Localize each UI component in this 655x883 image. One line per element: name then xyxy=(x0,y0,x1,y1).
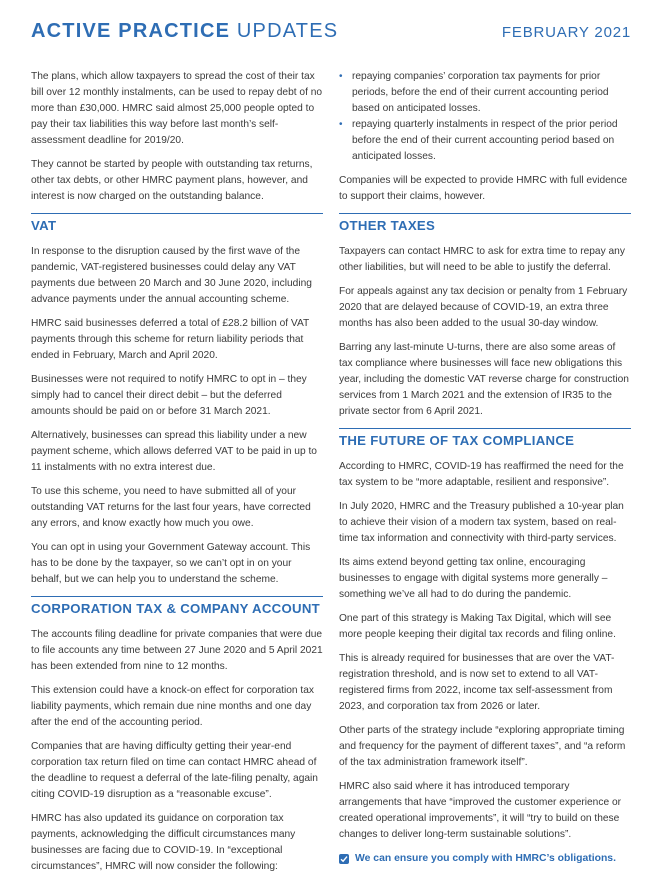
vat-paragraph: In response to the disruption caused by the first wave of the pandemic, VAT-registered businesses could delay any VAT payments due between 20 March and 30 June 2020, including advance payments under the annual accounting scheme. xyxy=(31,246,312,305)
corp-paragraph: Companies that are having difficulty getting their year-end corporation tax return filed on time can contact HMRC ahead of the deadline to request a deferral of the late-filing penalty, again citing COVID-19 disruption as a “reasonable excuse”. xyxy=(31,741,318,800)
list-item xyxy=(339,117,631,165)
evidence-paragraph: Companies will be expected to provide HMRC with full evidence to support their claims, however. xyxy=(339,175,628,202)
right-column xyxy=(339,69,631,867)
future-paragraph: Other parts of the strategy include “exploring appropriate timing and frequency for the payment of different taxes”, and “a reform of the tax administration framework itself”. xyxy=(339,725,626,768)
other-paragraph: Taxpayers can contact HMRC to ask for extra time to repay any other liabilities, but will need to be able to justify the deferral. xyxy=(339,246,625,273)
issue-date: FEBRUARY 2021 xyxy=(501,24,631,41)
other-paragraph: For appeals against any tax decision or penalty from 1 February 2020 that are delayed because of COVID-19, an extra three months has also been added to the usual 30-day window. xyxy=(339,286,628,329)
future-paragraph: According to HMRC, COVID-19 has reaffirmed the need for the tax system to be “more adaptable, resilient and responsive”. xyxy=(339,461,624,488)
future-paragraph: One part of this strategy is Making Tax Digital, which will see more people keeping their digital tax records and filing online. xyxy=(339,613,616,640)
corp-paragraph: This extension could have a knock-on effect for corporation tax liability payments, which remain due nine months and one day after the end of the accounting period. xyxy=(31,685,314,728)
callout-text: We can ensure you comply with HMRC’s obligations. xyxy=(355,853,616,864)
section-heading-future-compliance: THE FUTURE OF TAX COMPLIANCE xyxy=(339,428,631,450)
page-header xyxy=(31,20,631,52)
section-heading-corporation-tax: CORPORATION TAX & COMPANY ACCOUNT xyxy=(31,596,323,618)
title-bold: ACTIVE PRACTICE xyxy=(31,20,231,42)
future-paragraph: Its aims extend beyond getting tax online, encouraging businesses to engage with digital systems more generally – something we’ve all had to do during the pandemic. xyxy=(339,557,608,600)
vat-paragraph: Alternatively, businesses can spread this liability under a new payment scheme, which allows deferred VAT to be paid in up to 11 instalments with no extra interest due. xyxy=(31,430,317,473)
list-item xyxy=(339,69,631,117)
exceptional-circumstances-list xyxy=(339,69,631,165)
intro-paragraph: They cannot be started by people with outstanding tax returns, other tax debts, or other HMRC payment plans, however, and interest is now charged on the outstanding balance. xyxy=(31,159,313,202)
corp-paragraph: The accounts filing deadline for private companies that were due to file accounts any time between 27 June 2020 and 5 April 2021 has been extended from nine to 12 months. xyxy=(31,629,323,672)
bullet-dot-icon: • xyxy=(339,71,343,82)
vat-paragraph: You can opt in using your Government Gateway account. This has to be done by the taxpayer, so we can’t opt in on your behalf, but we can help you to understand the scheme. xyxy=(31,542,311,585)
vat-paragraph: HMRC said businesses deferred a total of £28.2 billion of VAT payments through this scheme for return liability periods that ended in February, March and April 2020. xyxy=(31,318,310,361)
left-column xyxy=(31,69,323,883)
vat-paragraph: To use this scheme, you need to have submitted all of your outstanding VAT returns for the last four years, have corrected any errors, and know exactly how much you owe. xyxy=(31,486,311,529)
intro-paragraph: The plans, which allow taxpayers to spread the cost of their tax bill over 12 monthly instalments, can be used to repay debt of no more than £30,000. HMRC said almost 25,000 people opted to pay their tax liabilities this way before last month’s self-assessment deadline for 2019/20. xyxy=(31,71,323,146)
list-item-text: repaying quarterly instalments in respect of the prior period before the end of their current accounting period based on anticipated losses. xyxy=(352,119,618,162)
section-heading-vat: VAT xyxy=(31,213,323,235)
list-item-text: repaying companies’ corporation tax payments for prior periods, before the end of their current accounting period based on anticipated losses. xyxy=(352,71,609,114)
bullet-dot-icon: • xyxy=(339,119,343,130)
future-paragraph: HMRC also said where it has introduced temporary arrangements that have “improved the customer experience or created operational improvements”, it will “try to build on these changes to deliver long-term sustainable solutions”. xyxy=(339,781,621,840)
checkbox-icon xyxy=(339,854,349,864)
vat-paragraph: Businesses were not required to notify HMRC to opt in – they simply had to cancel their direct debit – but the deferred amounts should be paid on or before 31 March 2021. xyxy=(31,374,307,417)
future-paragraph: This is already required for businesses that are over the VAT-registration threshold, and is now set to extend to all VAT-registered firms from 2022, income tax self-assessment from 2023, and corporation tax from 2026 or later. xyxy=(339,653,615,712)
newsletter-title xyxy=(31,20,338,43)
compliance-callout xyxy=(339,851,631,867)
title-light: UPDATES xyxy=(236,20,339,42)
corp-paragraph: HMRC has also updated its guidance on corporation tax payments, acknowledging the difficult circumstances many businesses are facing due to COVID-19. In “exceptional circumstances”, HMRC will now consider the following: xyxy=(31,813,296,872)
section-heading-other-taxes: OTHER TAXES xyxy=(339,213,631,235)
future-paragraph: In July 2020, HMRC and the Treasury published a 10-year plan to achieve their vision of a modern tax system, based on real-time tax information and connectivity with third-party services. xyxy=(339,501,624,544)
other-paragraph: Barring any last-minute U-turns, there are also some areas of tax compliance where businesses will face new obligations this year, including the domestic VAT reverse charge for construction services from 1 March 2021 and the extension of IR35 to the private sector from 6 April 2021. xyxy=(339,342,629,417)
